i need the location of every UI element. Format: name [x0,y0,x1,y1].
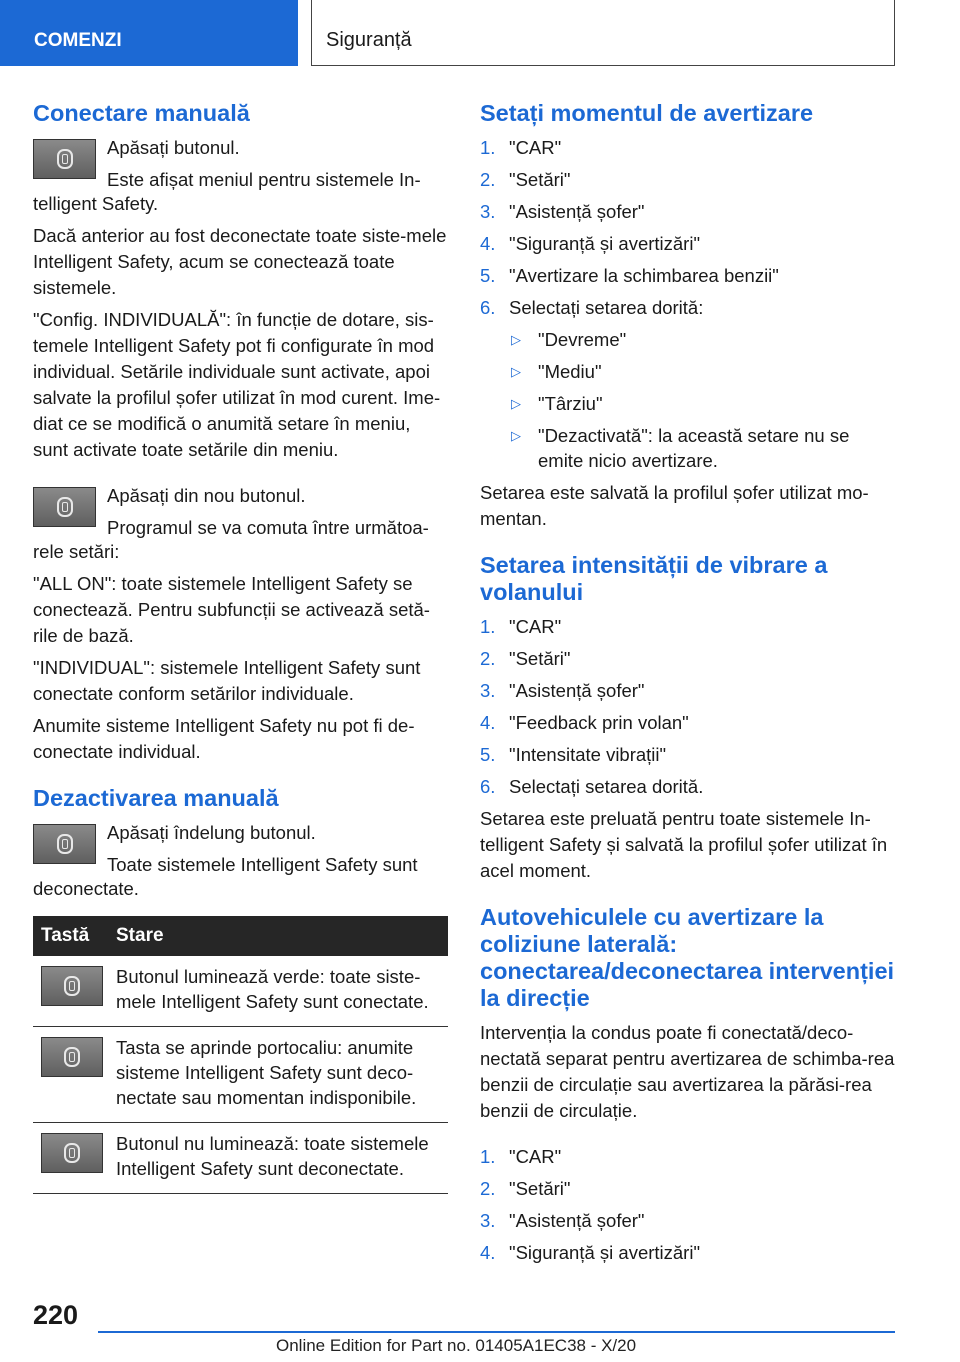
button-instruction-1 [33,135,449,193]
heading-warning-time: Setați momentul de avertizare [480,100,814,126]
list-item: 2. "Setări" [480,648,571,669]
options-list [509,327,896,473]
table-cell: Butonul luminează verde: toate siste-mele Intelligent Safety sunt conectate. [108,956,448,1027]
list-item: 1. "CAR" [480,137,562,158]
text: Apăsați din nou butonul. [107,485,306,506]
triangle-bullet-icon: ▷ [511,396,521,411]
table-row [33,956,448,1027]
right-column [480,100,896,1272]
button-instruction-2 [33,483,449,541]
footer-divider [98,1331,895,1333]
button-green-icon [41,966,103,1006]
paragraph: Intervenția la condus poate fi conectată/deco-nectată separat pentru avertizarea de schimba-rea benzii de circulație sau avertizarea la părăsi-rea benzii de circulație. [480,1022,895,1121]
list-item: ▷ "Dezactivată": la această setare nu se emite nicio avertizare. [511,425,850,471]
paragraph: Anumite sisteme Intelligent Safety nu pot fi de-conectate individual. [33,715,415,762]
intelligent-safety-button-icon [33,487,96,527]
paragraph: rele setări: [33,541,120,562]
left-column [33,100,449,1194]
list-item: 6. Selectați setarea dorită. [480,776,704,797]
paragraph: Setarea este preluată pentru toate sistemele In-telligent Safety și salvată la profilul șofer utilizat în acel moment. [480,808,888,881]
triangle-bullet-icon: ▷ [511,332,521,347]
page-header [0,0,960,66]
paragraph: deconectate. [33,878,139,899]
list-item: 3. "Asistență șofer" [480,680,645,701]
list-item: 4. "Feedback prin volan" [480,712,689,733]
list-item: ▷ "Devreme" [511,329,627,350]
list-item: 2. "Setări" [480,169,571,190]
button-instruction-3 [33,820,449,878]
steps-list-1 [480,135,896,321]
heading-manual-connect: Conectare manuală [33,100,250,126]
status-table [33,916,448,1194]
list-item: 1. "CAR" [480,616,562,637]
triangle-bullet-icon: ▷ [511,364,521,379]
button-off-icon [41,1133,103,1173]
heading-steering-intervention: Autovehiculele cu avertizare la coliziune laterală: conectarea/deconectarea intervenției la direcție [480,904,895,1011]
text: Apăsați îndelung butonul. [107,822,316,843]
button-orange-icon [41,1037,103,1077]
paragraph: Setarea este salvată la profilul șofer utilizat mo-mentan. [480,482,869,529]
heading-manual-deactivate: Dezactivarea manuală [33,785,279,811]
table-header-key: Tastă [33,916,108,956]
table-row [33,1027,448,1123]
list-item: ▷ "Mediu" [511,361,602,382]
list-item: 6. Selectați setarea dorită: [480,297,704,318]
list-item: 4. "Siguranță și avertizări" [480,233,701,254]
table-cell: Tasta se aprinde portocaliu: anumite sisteme Intelligent Safety sunt deco-nectate sau momentan indisponibile. [108,1027,448,1123]
paragraph: "Config. INDIVIDUALĂ": în funcție de dotare, sis-temele Intelligent Safety pot fi configurate în mod individual. Setările individuale sunt activate, apoi salvate la profilul șofer utilizat în mod curent. Ime-diat ce se modifică o anumită setare în meniu, sunt activate toate setările din meniu. [33,309,441,460]
list-item: 3. "Asistență șofer" [480,201,645,222]
paragraph: telligent Safety. [33,193,159,214]
table-cell: Butonul nu luminează: toate sistemele Intelligent Safety sunt deconectate. [108,1123,448,1194]
list-item: 5. "Avertizare la schimbarea benzii" [480,265,779,286]
text: Este afișat meniul pentru sistemele In- [107,169,421,190]
chapter-title: Siguranță [311,0,895,66]
triangle-bullet-icon: ▷ [511,428,521,443]
section-tab[interactable]: COMENZI [0,0,298,66]
steps-list-2 [480,614,896,800]
table-header-status: Stare [108,916,448,956]
paragraph: Dacă anterior au fost deconectate toate siste-mele Intelligent Safety, acum se conectează toate sistemele. [33,225,447,298]
heading-vibration: Setarea intensității de vibrare a volanului [480,552,828,605]
paragraph: "INDIVIDUAL": sistemele Intelligent Safety sunt conectate conform setărilor individuale. [33,657,421,704]
intelligent-safety-button-icon [33,824,96,864]
table-row [33,1123,448,1194]
steps-list-3 [480,1144,896,1266]
text: Apăsați butonul. [107,137,240,158]
text: Programul se va comuta între următoa- [107,517,429,538]
list-item: 5. "Intensitate vibrații" [480,744,667,765]
intelligent-safety-button-icon [33,139,96,179]
list-item: 3. "Asistență șofer" [480,1210,645,1231]
list-item: 1. "CAR" [480,1146,562,1167]
list-item: 2. "Setări" [480,1178,571,1199]
list-item: 4. "Siguranță și avertizări" [480,1242,701,1263]
paragraph: "ALL ON": toate sistemele Intelligent Safety se conectează. Pentru subfuncții se activează setă-rile de bază. [33,573,430,646]
text: Toate sistemele Intelligent Safety sunt [107,854,418,875]
list-item: ▷ "Târziu" [511,393,603,414]
edition-info: Online Edition for Part no. 01405A1EC38 - X/20 [276,1336,637,1355]
page-number: 220 [33,1300,79,1330]
